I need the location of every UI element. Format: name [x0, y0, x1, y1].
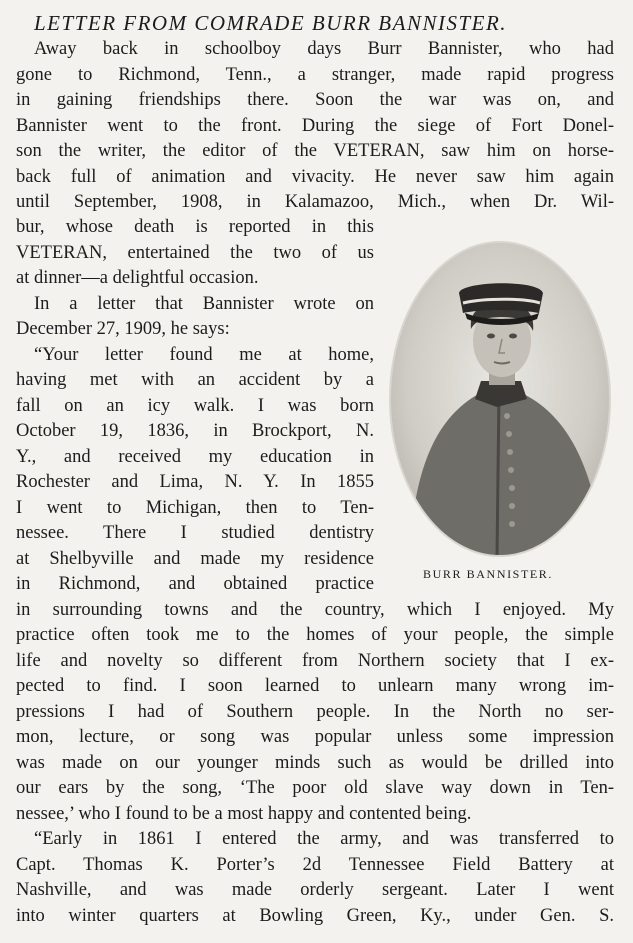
- text-line: at Shelbyville and made my residence: [16, 549, 374, 569]
- text-line: October 19, 1836, in Brockport, N.: [16, 421, 374, 441]
- text-line: until September, 1908, in Kalamazoo, Mich., when Dr. Wil-: [16, 192, 614, 212]
- text-line: pressions I had of Southern people. In the North no ser-: [16, 702, 614, 722]
- text-line: In a letter that Bannister wrote on: [34, 294, 374, 314]
- text-line: VETERAN, entertained the two of us: [16, 243, 374, 263]
- text-line: son the writer, the editor of the VETERAN, saw him on horse-: [16, 141, 614, 161]
- text-line: life and novelty so different from Northern society that I ex-: [16, 651, 614, 671]
- text-line: Rochester and Lima, N. Y. In 1855: [16, 472, 374, 492]
- text-line: nessee,’ who I found to be a most happy and contented being.: [16, 804, 472, 824]
- text-line: Capt. Thomas K. Porter’s 2d Tennessee Field Battery at: [16, 855, 614, 875]
- text-line: I went to Michigan, then to Ten-: [16, 498, 374, 518]
- text-line: into winter quarters at Bowling Green, Ky., under Gen. S.: [16, 906, 614, 926]
- text-line: pected to find. I soon learned to unlearn many wrong im-: [16, 676, 614, 696]
- text-line: at dinner—a delightful occasion.: [16, 268, 259, 288]
- portrait-caption: BURR BANNISTER.: [423, 567, 554, 581]
- text-line: mon, lecture, or song was popular unless some impression: [16, 727, 614, 747]
- text-line: in gaining friendships there. Soon the war was on, and: [16, 90, 614, 110]
- text-line: Bannister went to the front. During the siege of Fort Donel-: [16, 116, 614, 136]
- text-line: gone to Richmond, Tenn., a stranger, made rapid progress: [16, 65, 614, 85]
- text-line: having met with an accident by a: [16, 370, 374, 390]
- text-line: bur, whose death is reported in this: [16, 217, 374, 237]
- article-title: LETTER FROM COMRADE BURR BANNISTER.: [34, 11, 508, 35]
- text-line: practice often took me to the homes of your people, the simple: [16, 625, 614, 645]
- text-line: in Richmond, and obtained practice: [16, 574, 374, 594]
- text-line: in surrounding towns and the country, which I enjoyed. My: [16, 600, 614, 620]
- text-line: was made on our younger minds such as would be drilled into: [16, 753, 614, 773]
- text-line: nessee. There I studied dentistry: [16, 523, 374, 543]
- text-line: “Your letter found me at home,: [34, 345, 374, 365]
- text-line: Away back in schoolboy days Burr Bannister, who had: [34, 39, 614, 59]
- text-line: Nashville, and was made orderly sergeant. Later I went: [16, 880, 614, 900]
- text-line: “Early in 1861 I entered the army, and was transferred to: [34, 829, 614, 849]
- text-line: our ears by the song, ‘The poor old slave way down in Ten-: [16, 778, 614, 798]
- text-line: Y., and received my education in: [16, 447, 374, 467]
- text-line: fall on an icy walk. I was born: [16, 396, 374, 416]
- portrait-image: [389, 241, 611, 557]
- text-line: back full of animation and vivacity. He never saw him again: [16, 167, 614, 187]
- text-line: December 27, 1909, he says:: [16, 319, 230, 339]
